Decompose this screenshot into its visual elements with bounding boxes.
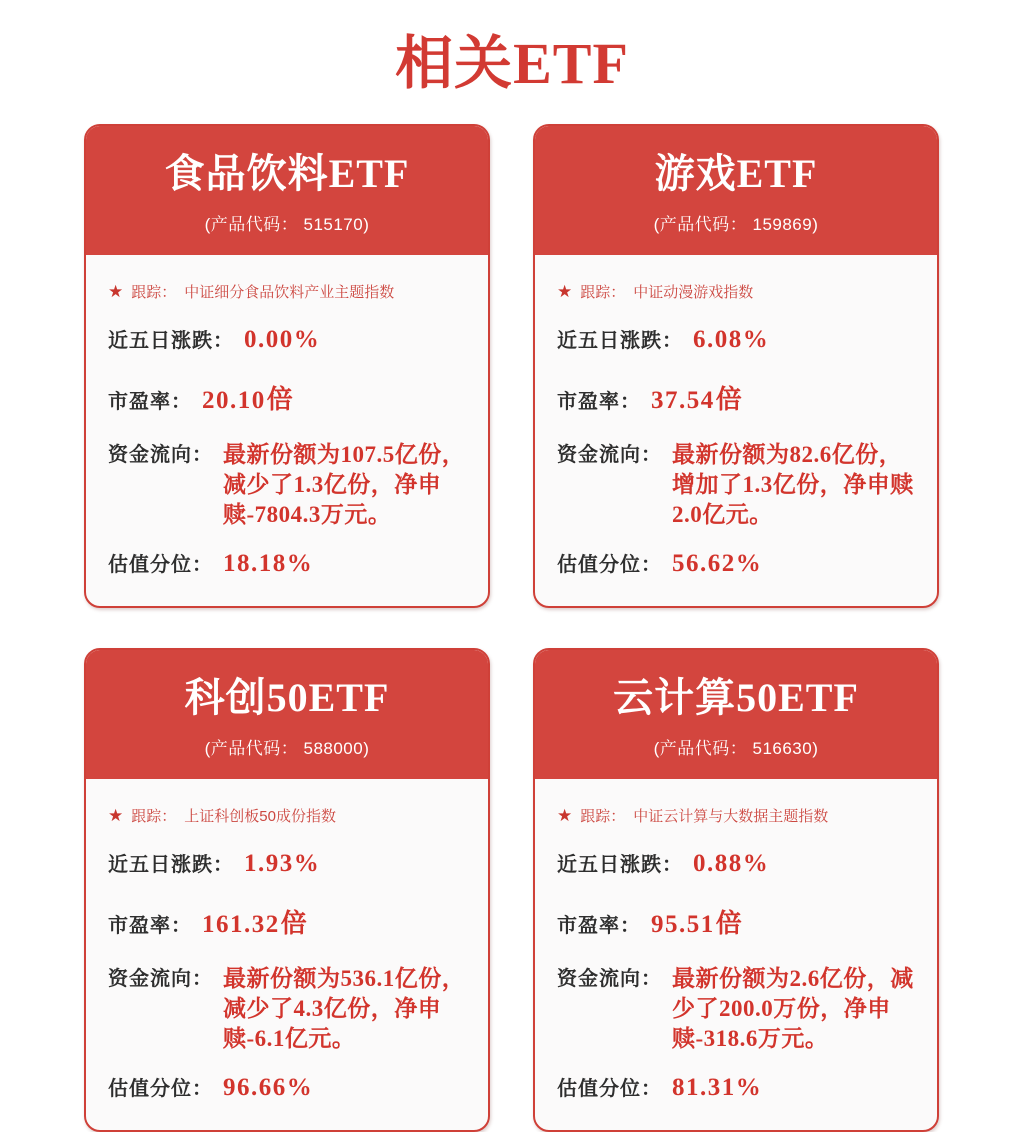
track-label: 跟踪： [131, 284, 177, 301]
valuation-percentile-label: 估值分位： [557, 1078, 662, 1100]
valuation-percentile-row [108, 550, 470, 580]
pe-ratio-unit: 倍 [266, 384, 293, 414]
card-body [86, 255, 488, 606]
pe-ratio-label: 市盈率： [557, 391, 641, 413]
tracked-index-row [108, 805, 470, 826]
page-title: 相关ETF [395, 31, 629, 96]
fund-flow-value: 最新份额为107.5亿份，减少了1.3亿份，净申赎-7804.3万元。 [223, 442, 466, 527]
etf-product-code: (产品代码： 515170) [204, 215, 370, 234]
etf-title: 科创50ETF [184, 675, 390, 720]
tracked-index-name: 中证细分食品饮料产业主题指数 [184, 284, 395, 301]
fund-flow-label: 资金流向： [108, 444, 213, 466]
five-day-change-label: 近五日涨跌： [108, 854, 234, 876]
valuation-percentile-label: 估值分位： [108, 1078, 213, 1100]
card-body [535, 779, 937, 1130]
fund-flow-value: 最新份额为2.6亿份，减少了200.0万份，净申赎-318.6万元。 [672, 966, 914, 1051]
valuation-percentile-value: 18.18% [223, 550, 314, 577]
five-day-change-row [108, 326, 470, 356]
card-header [535, 126, 937, 255]
track-label: 跟踪： [580, 284, 626, 301]
pe-ratio-row [108, 379, 470, 417]
card-body [535, 255, 937, 606]
card-header [86, 650, 488, 779]
pe-ratio-unit: 倍 [280, 908, 307, 938]
etf-card-gaming [533, 124, 939, 608]
etf-cards-grid [0, 124, 1024, 1132]
track-label: 跟踪： [580, 808, 626, 825]
star-icon: ★ [108, 806, 124, 825]
fund-flow-row [108, 440, 470, 530]
tracked-index-name: 上证科创板50成份指数 [184, 808, 336, 825]
card-header [86, 126, 488, 255]
pe-ratio-label: 市盈率： [108, 391, 192, 413]
card-header [535, 650, 937, 779]
pe-ratio-unit: 倍 [715, 908, 742, 938]
etf-product-code: (产品代码： 159869) [653, 215, 819, 234]
fund-flow-row [557, 440, 919, 530]
etf-card-star50 [84, 648, 490, 1132]
fund-flow-label: 资金流向： [557, 444, 662, 466]
star-icon: ★ [557, 282, 573, 301]
valuation-percentile-value: 81.31% [672, 1074, 763, 1101]
fund-flow-label: 资金流向： [557, 968, 662, 990]
valuation-percentile-value: 96.66% [223, 1074, 314, 1101]
valuation-percentile-row [108, 1074, 470, 1104]
etf-title: 云计算50ETF [613, 675, 859, 720]
star-icon: ★ [108, 282, 124, 301]
fund-flow-value: 最新份额为536.1亿份，减少了4.3亿份，净申赎-6.1亿元。 [223, 966, 466, 1051]
etf-title: 游戏ETF [654, 151, 818, 196]
etf-card-cloud50 [533, 648, 939, 1132]
five-day-change-row [557, 326, 919, 356]
fund-flow-row [108, 964, 470, 1054]
pe-ratio-value: 95.51 [651, 911, 715, 938]
pe-ratio-value: 20.10 [202, 387, 266, 414]
five-day-change-label: 近五日涨跌： [108, 330, 234, 352]
valuation-percentile-label: 估值分位： [108, 554, 213, 576]
five-day-change-value: 1.93% [244, 850, 321, 877]
fund-flow-row [557, 964, 919, 1054]
star-icon: ★ [557, 806, 573, 825]
pe-ratio-value: 37.54 [651, 387, 715, 414]
tracked-index-row [557, 805, 919, 826]
five-day-change-label: 近五日涨跌： [557, 854, 683, 876]
etf-card-food-beverage [84, 124, 490, 608]
five-day-change-value: 6.08% [693, 326, 770, 353]
etf-title: 食品饮料ETF [164, 151, 410, 196]
valuation-percentile-value: 56.62% [672, 550, 763, 577]
five-day-change-row [108, 850, 470, 880]
pe-ratio-label: 市盈率： [557, 915, 641, 937]
valuation-percentile-label: 估值分位： [557, 554, 662, 576]
pe-ratio-unit: 倍 [715, 384, 742, 414]
track-label: 跟踪： [131, 808, 177, 825]
five-day-change-label: 近五日涨跌： [557, 330, 683, 352]
fund-flow-value: 最新份额为82.6亿份，增加了1.3亿份，净申赎2.0亿元。 [672, 442, 914, 527]
tracked-index-name: 中证云计算与大数据主题指数 [633, 808, 829, 825]
tracked-index-row [557, 281, 919, 302]
etf-product-code: (产品代码： 588000) [204, 739, 370, 758]
five-day-change-value: 0.88% [693, 850, 770, 877]
card-body [86, 779, 488, 1130]
five-day-change-row [557, 850, 919, 880]
pe-ratio-label: 市盈率： [108, 915, 192, 937]
valuation-percentile-row [557, 550, 919, 580]
pe-ratio-row [557, 903, 919, 941]
etf-product-code: (产品代码： 516630) [653, 739, 819, 758]
fund-flow-label: 资金流向： [108, 968, 213, 990]
tracked-index-row [108, 281, 470, 302]
valuation-percentile-row [557, 1074, 919, 1104]
pe-ratio-value: 161.32 [202, 911, 280, 938]
tracked-index-name: 中证动漫游戏指数 [633, 284, 754, 301]
five-day-change-value: 0.00% [244, 326, 321, 353]
pe-ratio-row [108, 903, 470, 941]
pe-ratio-row [557, 379, 919, 417]
